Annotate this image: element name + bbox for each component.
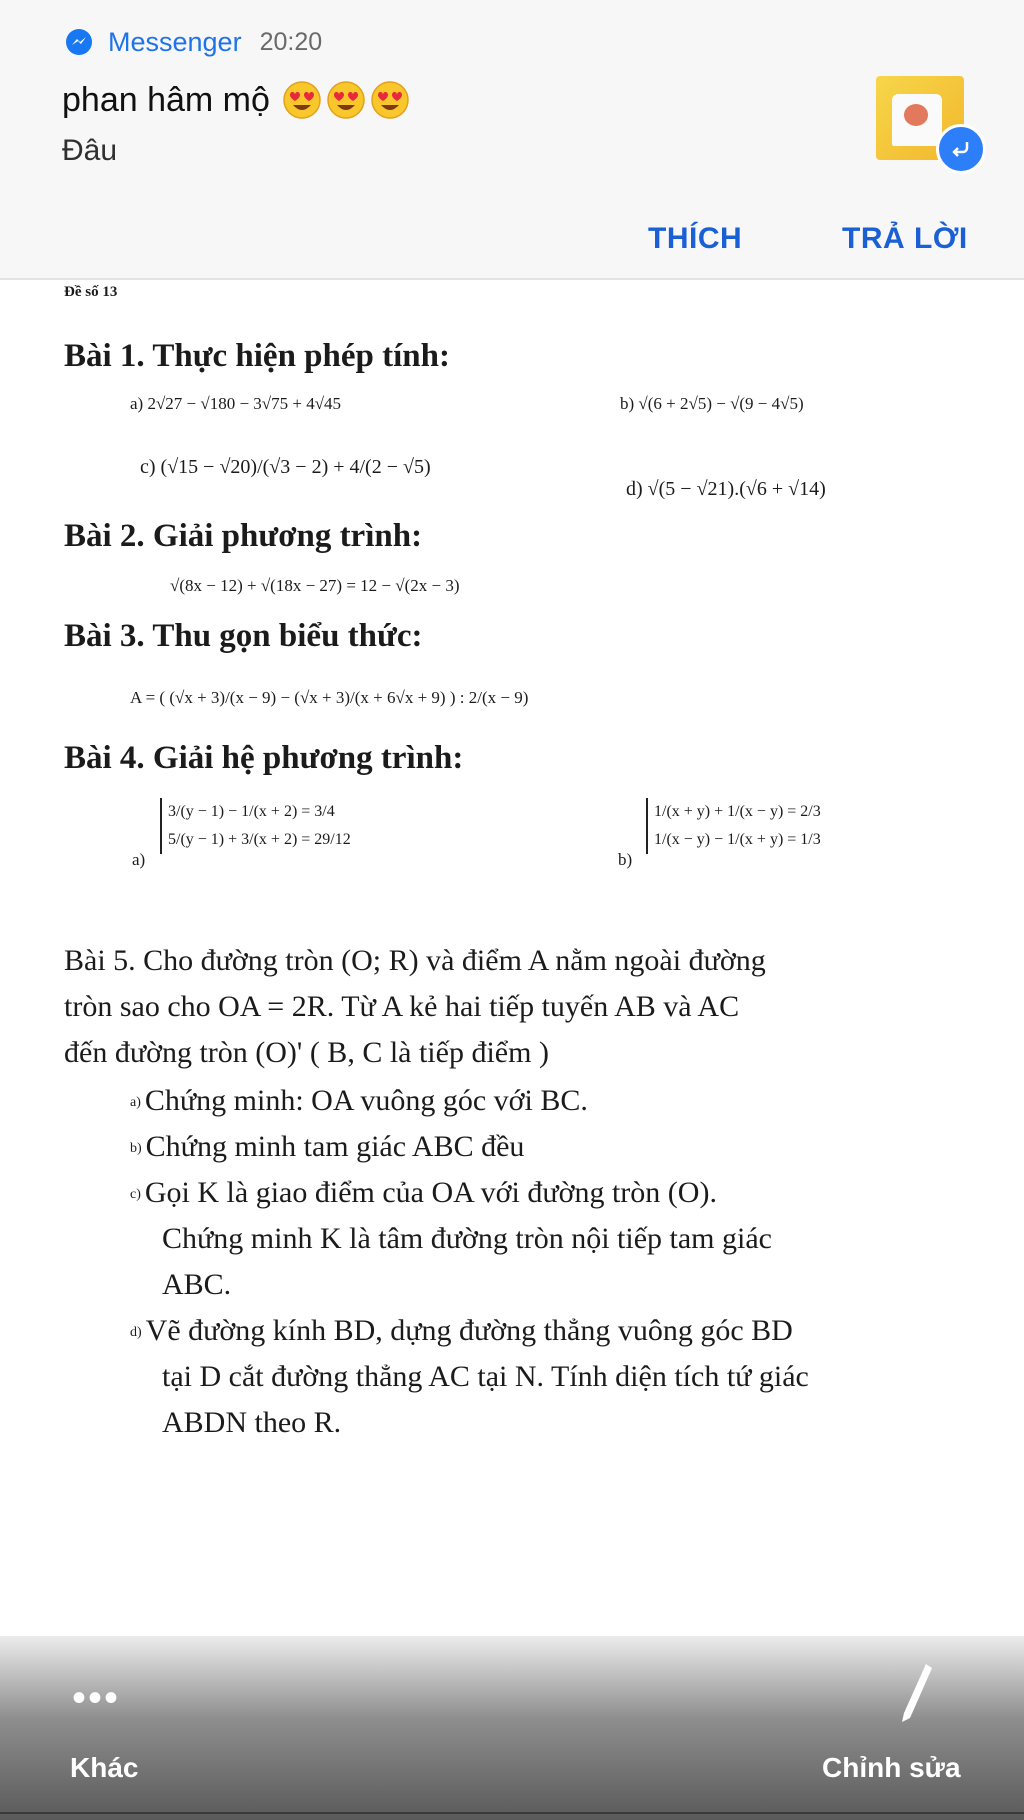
bai5-line3: đến đường tròn (O)' ( B, C là tiếp điểm ) <box>64 1036 549 1069</box>
bai5-part-b <box>130 1124 524 1172</box>
reply-arrow-icon <box>936 124 986 174</box>
bai2-title: Bài 2. Giải phương trình: <box>64 518 423 554</box>
bai5-part-a <box>130 1078 588 1126</box>
bai5-part-c <box>130 1170 717 1218</box>
bai4-b-label: b) <box>618 850 633 869</box>
bai1-b: b) √(6 + 2√5) − √(9 − 4√5) <box>620 394 804 413</box>
bai5-a-text: Chứng minh: OA vuông góc với BC. <box>144 1084 588 1117</box>
bai3-title: Bài 3. Thu gọn biểu thức: <box>64 618 423 654</box>
bai5-d-text1: Vẽ đường kính BD, dựng đường thẳng vuông góc BD <box>145 1314 793 1347</box>
bai1-title: Bài 1. Thực hiện phép tính: <box>64 338 450 374</box>
bai5-c-text3: ABC. <box>162 1268 232 1301</box>
message-preview: Đâu <box>62 134 118 167</box>
notification-app-row <box>66 24 322 60</box>
edit-button[interactable]: Chỉnh sửa <box>822 1752 961 1783</box>
bai5-d-text3: ABDN theo R. <box>162 1406 342 1439</box>
bai4-system-a <box>160 798 351 854</box>
heart-eyes-emoji-icon <box>370 80 410 120</box>
bai4-a-label: a) <box>132 850 146 869</box>
bai5-a-label: a) <box>130 1095 141 1111</box>
like-button[interactable]: THÍCH <box>648 222 743 255</box>
bai5-c-label: c) <box>130 1187 141 1203</box>
heart-eyes-emojis <box>282 80 414 120</box>
pencil-icon[interactable] <box>896 1660 936 1731</box>
bai5-c-text2: Chứng minh K là tâm đường tròn nội tiếp tam giác <box>162 1222 772 1255</box>
bai5-line1: Bài 5. Cho đường tròn (O; R) và điểm A nằm ngoài đường <box>64 944 766 977</box>
sender-name: phan hâm mộ <box>62 80 270 119</box>
worksheet-number: Đề số 13 <box>64 284 118 300</box>
bai1-c: c) (√15 − √20)/(√3 − 2) + 4/(2 − √5) <box>140 456 431 478</box>
messenger-icon <box>66 29 92 55</box>
bai5-b-label: b) <box>130 1141 142 1157</box>
bottom-action-bar <box>0 1636 1024 1820</box>
bai4-a-eq2: 5/(y − 1) + 3/(x + 2) = 29/12 <box>168 831 351 848</box>
bottom-divider <box>0 1812 1024 1814</box>
bai4-b-eq1: 1/(x + y) + 1/(x − y) = 2/3 <box>654 803 821 820</box>
notification-time: 20:20 <box>259 27 323 56</box>
bai5-c-text1: Gọi K là giao điểm của OA với đường tròn (O). <box>144 1176 717 1209</box>
bai3-expression: A = ( (√x + 3)/(x − 9) − (√x + 3)/(x + 6√x + 9) ) : 2/(x − 9) <box>130 688 529 707</box>
worksheet-image <box>0 278 1024 1568</box>
bai4-b-eq2: 1/(x − y) − 1/(x + y) = 1/3 <box>654 831 821 848</box>
notification-card[interactable] <box>0 0 1024 280</box>
bai2-equation: √(8x − 12) + √(18x − 27) = 12 − √(2x − 3) <box>170 576 460 595</box>
bai1-d: d) √(5 − √21).(√6 + √14) <box>626 478 826 500</box>
bai5-line2: tròn sao cho OA = 2R. Từ A kẻ hai tiếp tuyến AB và AC <box>64 990 740 1023</box>
sender-row <box>62 80 414 120</box>
more-options-icon[interactable]: ••• <box>72 1676 121 1720</box>
reply-button[interactable]: TRẢ LỜI <box>842 222 968 255</box>
bai5-d-label: d) <box>130 1325 142 1341</box>
bai4-title: Bài 4. Giải hệ phương trình: <box>64 740 464 776</box>
bai5-d-text2: tại D cắt đường thẳng AC tại N. Tính diện tích tứ giác <box>162 1360 809 1393</box>
bai1-a: a) 2√27 − √180 − 3√75 + 4√45 <box>130 394 342 413</box>
heart-eyes-emoji-icon <box>326 80 366 120</box>
bai5-part-d <box>130 1308 793 1356</box>
bai4-a-eq1: 3/(y − 1) − 1/(x + 2) = 3/4 <box>168 803 335 820</box>
bai4-system-b <box>646 798 821 854</box>
heart-eyes-emoji-icon <box>282 80 322 120</box>
bai5-b-text: Chứng minh tam giác ABC đều <box>145 1130 525 1163</box>
more-button[interactable]: Khác <box>70 1752 139 1783</box>
app-name: Messenger <box>108 26 242 57</box>
